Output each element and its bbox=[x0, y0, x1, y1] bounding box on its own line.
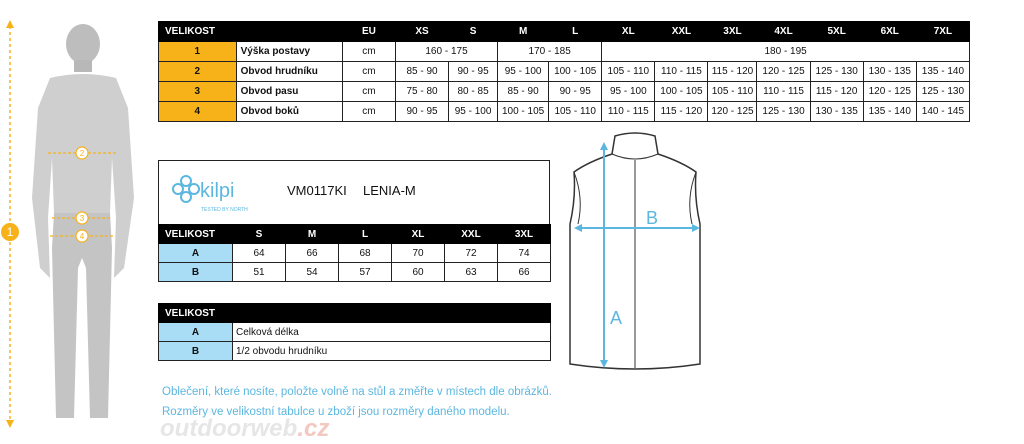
table-cell: 105 - 110 bbox=[602, 62, 655, 82]
table-cell: 110 - 115 bbox=[602, 102, 655, 122]
row-number: 1 bbox=[159, 42, 237, 62]
header-xs: XS bbox=[395, 22, 448, 42]
header-xl: XL bbox=[392, 225, 445, 244]
height-range-cell: 180 - 195 bbox=[602, 42, 970, 62]
watermark-main: outdoorweb bbox=[160, 415, 298, 442]
row-label: Obvod boků bbox=[236, 102, 342, 122]
row-label: Obvod pasu bbox=[236, 82, 342, 102]
marker-1-label: 1 bbox=[6, 225, 14, 239]
kilpi-logo bbox=[169, 171, 249, 217]
row-unit: cm bbox=[342, 82, 395, 102]
table-row bbox=[159, 82, 970, 102]
table-cell: 130 - 135 bbox=[810, 102, 863, 122]
model-code: VM0117KI bbox=[287, 183, 347, 198]
table-row bbox=[159, 102, 970, 122]
table-cell: 105 - 110 bbox=[708, 82, 757, 102]
size-chart-table bbox=[158, 21, 970, 122]
table-cell: 74 bbox=[498, 244, 551, 263]
row-unit: cm bbox=[342, 42, 395, 62]
table-row bbox=[159, 323, 551, 342]
table-cell: 140 - 145 bbox=[916, 102, 969, 122]
table-cell: 60 bbox=[392, 263, 445, 282]
header-eu: EU bbox=[342, 22, 395, 42]
row-key: B bbox=[159, 263, 233, 282]
table-row bbox=[159, 342, 551, 361]
model-card bbox=[158, 160, 550, 224]
table-cell: 125 - 130 bbox=[757, 102, 810, 122]
model-measurement-table bbox=[158, 224, 551, 282]
table-cell: 120 - 125 bbox=[757, 62, 810, 82]
table-cell: 66 bbox=[498, 263, 551, 282]
table-cell: 90 - 95 bbox=[549, 82, 602, 102]
table-cell: 54 bbox=[286, 263, 339, 282]
table-cell: 70 bbox=[392, 244, 445, 263]
legend-table bbox=[158, 303, 551, 361]
size-table-header bbox=[159, 22, 970, 42]
marker-3-label: 3 bbox=[79, 214, 85, 223]
table-cell: 75 - 80 bbox=[395, 82, 448, 102]
table-cell: 51 bbox=[233, 263, 286, 282]
header-s: S bbox=[233, 225, 286, 244]
label-b: B bbox=[646, 208, 659, 228]
table-cell: 135 - 140 bbox=[916, 62, 969, 82]
row-key: A bbox=[159, 323, 233, 342]
table-cell: 115 - 120 bbox=[708, 62, 757, 82]
header-velikost: VELIKOST bbox=[159, 22, 237, 42]
header-s: S bbox=[449, 22, 498, 42]
table-cell: 125 - 130 bbox=[916, 82, 969, 102]
table-cell: 135 - 140 bbox=[863, 102, 916, 122]
label-a: A bbox=[610, 308, 623, 328]
header-blank bbox=[236, 22, 342, 42]
row-description: Celková délka bbox=[233, 323, 551, 342]
table-cell: 95 - 100 bbox=[602, 82, 655, 102]
table-cell: 90 - 95 bbox=[395, 102, 448, 122]
row-label: Výška postavy bbox=[236, 42, 342, 62]
header-3xl: 3XL bbox=[708, 22, 757, 42]
header-3xl: 3XL bbox=[498, 225, 551, 244]
brand-name: kilpi bbox=[200, 180, 235, 202]
table-row bbox=[159, 263, 551, 282]
table-cell: 110 - 115 bbox=[757, 82, 810, 102]
table-cell: 95 - 100 bbox=[449, 102, 498, 122]
header-m: M bbox=[498, 22, 549, 42]
row-number: 3 bbox=[159, 82, 237, 102]
table-cell: 110 - 115 bbox=[655, 62, 708, 82]
instruction-note: Oblečení, které nosíte, položte volně na stůl a změřte v místech dle obrázků. bbox=[162, 386, 552, 398]
table-cell: 72 bbox=[445, 244, 498, 263]
table-cell: 66 bbox=[286, 244, 339, 263]
header-xxl: XXL bbox=[655, 22, 708, 42]
header-4xl: 4XL bbox=[757, 22, 810, 42]
legend-header bbox=[159, 304, 551, 323]
row-unit: cm bbox=[342, 102, 395, 122]
header-xl: XL bbox=[602, 22, 655, 42]
table-cell: 130 - 135 bbox=[863, 62, 916, 82]
model-table-header bbox=[159, 225, 551, 244]
body-measurement-figure bbox=[0, 18, 150, 438]
header-xxl: XXL bbox=[445, 225, 498, 244]
watermark-suffix: .cz bbox=[297, 415, 330, 442]
table-row bbox=[159, 42, 970, 62]
table-cell: 68 bbox=[339, 244, 392, 263]
table-cell: 57 bbox=[339, 263, 392, 282]
table-cell: 105 - 110 bbox=[549, 102, 602, 122]
header-m: M bbox=[286, 225, 339, 244]
header-7xl: 7XL bbox=[916, 22, 969, 42]
height-range-cell: 170 - 185 bbox=[498, 42, 602, 62]
row-number: 4 bbox=[159, 102, 237, 122]
table-cell: 125 - 130 bbox=[810, 62, 863, 82]
table-cell: 100 - 105 bbox=[655, 82, 708, 102]
row-label: Obvod hrudníku bbox=[236, 62, 342, 82]
table-cell: 115 - 120 bbox=[655, 102, 708, 122]
brand-tagline: TESTED BY NORTH bbox=[201, 207, 248, 213]
header-5xl: 5XL bbox=[810, 22, 863, 42]
model-size-note: Rozměry ve velikostní tabulce u zboží jsou rozměry daného modelu. bbox=[162, 406, 510, 418]
table-cell: 120 - 125 bbox=[708, 102, 757, 122]
table-cell: 63 bbox=[445, 263, 498, 282]
table-cell: 90 - 95 bbox=[449, 62, 498, 82]
table-cell: 100 - 105 bbox=[498, 102, 549, 122]
row-description: 1/2 obvodu hrudníku bbox=[233, 342, 551, 361]
marker-4-label: 4 bbox=[79, 232, 85, 241]
marker-2-label: 2 bbox=[79, 149, 85, 158]
header-l: L bbox=[549, 22, 602, 42]
header-velikost: VELIKOST bbox=[159, 225, 233, 244]
table-cell: 95 - 100 bbox=[498, 62, 549, 82]
height-range-cell: 160 - 175 bbox=[395, 42, 497, 62]
vest-illustration bbox=[560, 128, 710, 378]
table-cell: 120 - 125 bbox=[863, 82, 916, 102]
table-cell: 115 - 120 bbox=[810, 82, 863, 102]
row-number: 2 bbox=[159, 62, 237, 82]
model-name: LENIA-M bbox=[363, 183, 416, 198]
table-cell: 85 - 90 bbox=[395, 62, 448, 82]
table-cell: 85 - 90 bbox=[498, 82, 549, 102]
header-6xl: 6XL bbox=[863, 22, 916, 42]
table-cell: 64 bbox=[233, 244, 286, 263]
table-row bbox=[159, 244, 551, 263]
table-cell: 80 - 85 bbox=[449, 82, 498, 102]
watermark bbox=[160, 415, 329, 443]
table-row bbox=[159, 62, 970, 82]
legend-header-label: VELIKOST bbox=[159, 304, 551, 323]
row-unit: cm bbox=[342, 62, 395, 82]
table-cell: 100 - 105 bbox=[549, 62, 602, 82]
row-key: B bbox=[159, 342, 233, 361]
header-l: L bbox=[339, 225, 392, 244]
row-key: A bbox=[159, 244, 233, 263]
